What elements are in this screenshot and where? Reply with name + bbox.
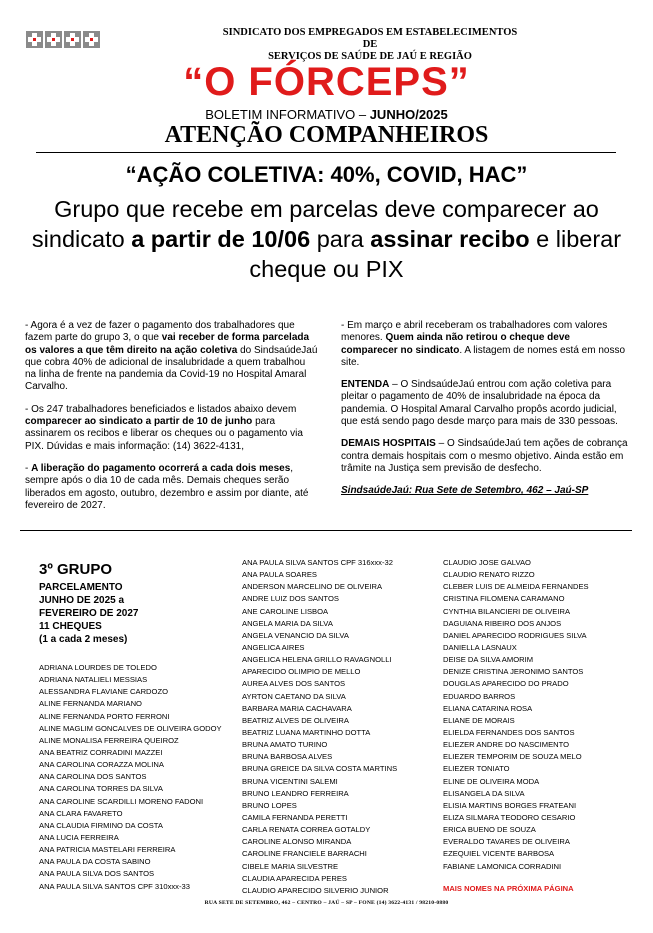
list-item: ANA PAULA SILVA SANTOS CPF 316xxx-32 <box>242 558 393 567</box>
right-paragraph-3 <box>341 438 629 475</box>
left-paragraph-1 <box>25 320 318 394</box>
list-item: EVERALDO TAVARES DE OLIVEIRA <box>443 837 570 847</box>
list-item: ANA CAROLINA DOS SANTOS <box>39 772 147 782</box>
list-item: ANA PAULA DA COSTA SABINO <box>39 857 151 867</box>
right-p2-text: – O SindsaúdeJaú entrou com ação coletiva para pleitar o pagamento de 40% de insalubridade na época da pandemia. O Hospital Amaral Carvalho propôs acordo judicial, que está sendo pago desde março para mais de 330 pessoas. <box>341 379 618 428</box>
list-item: ANA LUCIA FERREIRA <box>39 832 119 842</box>
group-installments: PARCELAMENTO <box>39 582 123 593</box>
list-item: ALINE MAGLIM GONCALVES DE OLIVEIRA GODOY <box>39 723 222 733</box>
list-item: ELIEZER TEMPORIM DE SOUZA MELO <box>443 752 582 762</box>
list-item: DOUGLAS APARECIDO DO PRADO <box>443 679 569 689</box>
list-item: CLAUDIO APARECIDO SILVERIO JUNIOR <box>242 885 389 895</box>
union-address: SindsaúdeJaú: Rua Sete de Setembro, 462 – Jaú-SP <box>341 485 589 497</box>
right-p3-text: – O SindsaúdeJaú tem ações de cobrança contra demais hospitais com o mesmo objetivo. Ainda estão em trâmite na Justiça sem previsão de desfecho. <box>341 438 628 474</box>
list-item: ANA PAULA SOARES <box>242 570 317 580</box>
list-item: ELISANGELA DA SILVA <box>443 788 525 798</box>
list-item: ELISIA MARTINS BORGES FRATEANI <box>443 800 577 810</box>
list-item: ANGELICA HELENA GRILLO RAVAGNOLLI <box>242 655 392 665</box>
divider-top <box>36 152 616 153</box>
list-item: ANA CAROLINA CORAZZA MOLINA <box>39 760 164 770</box>
list-item: ELIEZER TONIATO <box>443 764 510 774</box>
left-paragraph-3 <box>25 463 318 512</box>
right-paragraph-2 <box>341 379 629 428</box>
list-item: ANDRE LUIZ DOS SANTOS <box>242 594 339 604</box>
list-item: BEATRIZ ALVES DE OLIVEIRA <box>242 715 349 725</box>
group-frequency: (1 a cada 2 meses) <box>39 634 128 645</box>
right-p3-bold: DEMAIS HOSPITAIS <box>341 438 436 450</box>
list-item: ELIZA SILMARA TEODORO CESARIO <box>443 812 576 822</box>
list-item: ANA CLARA FAVARETO <box>39 808 123 818</box>
attention-heading: ATENÇÃO COMPANHEIROS <box>164 122 489 148</box>
subhead-text-1: Grupo que recebe em parcelas deve comparecer ao sindicato <box>31 196 599 252</box>
subhead-text-2: para <box>310 226 371 252</box>
list-item: DEISE DA SILVA AMORIM <box>443 655 534 665</box>
list-item: CLAUDIO JOSE GALVAO <box>443 558 531 567</box>
group-cheque-count: 11 CHEQUES <box>39 621 102 632</box>
list-item: CRISTINA FILOMENA CARAMANO <box>443 594 565 604</box>
list-item: BRUNO LOPES <box>242 800 297 810</box>
left-p3-bold: A liberação do pagamento ocorrerá a cada dois meses <box>31 462 291 474</box>
list-item: CAMILA FERNANDA PERETTI <box>242 812 348 822</box>
list-item: CLAUDIA APARECIDA PERES <box>242 873 347 883</box>
article-column-right <box>341 320 629 508</box>
left-p1-text-end: do SindsaúdeJaú que cobra 40% de adicional de insalubridade a quem trabalhou na linha de frente na pandemia da Covid-19 no Hospital Amaral Carvalho. <box>25 344 318 393</box>
article-subhead <box>30 194 623 284</box>
list-item: ANA PATRICIA MASTELARI FERREIRA <box>39 845 176 855</box>
list-item: BRUNA VICENTINI SALEMI <box>242 776 338 786</box>
list-item: DANIELLA LASNAUX <box>443 642 517 652</box>
list-item: CAROLINE ALONSO MIRANDA <box>242 837 352 847</box>
left-p2-bold: comparecer ao sindicato a partir de 10 de junho <box>25 416 253 428</box>
logo-square-3 <box>64 31 81 48</box>
article-headline: “AÇÃO COLETIVA: 40%, COVID, HAC” <box>125 162 528 187</box>
union-name-line-2: SERVIÇOS DE SAÚDE DE JAÚ E REGIÃO <box>268 51 472 62</box>
list-item: APARECIDO OLIMPIO DE MELLO <box>242 667 361 677</box>
more-names-notice: MAIS NOMES NA PRÓXIMA PÁGINA <box>443 884 574 893</box>
list-item: ELIEZER ANDRE DO NASCIMENTO <box>443 740 570 750</box>
subhead-sign-receipt: assinar recibo <box>370 226 530 252</box>
list-item: ANA CAROLINA TORRES DA SILVA <box>39 784 163 794</box>
group-title: 3º GRUPO <box>39 561 112 578</box>
list-item: CLEBER LUIS DE ALMEIDA FERNANDES <box>443 582 589 592</box>
list-item: ELIELDA FERNANDES DOS SANTOS <box>443 727 575 737</box>
list-item: DANIEL APARECIDO RODRIGUES SILVA <box>443 630 587 640</box>
list-item: BRUNO LEANDRO FERREIRA <box>242 788 349 798</box>
newsletter-title: “O FÓRCEPS” <box>183 60 470 104</box>
article-column-left <box>25 320 318 522</box>
list-item: ALINE FERNANDA PORTO FERRONI <box>39 711 170 721</box>
list-item: ANGELICA AIRES <box>242 642 305 652</box>
list-item: ADRIANA LOURDES DE TOLEDO <box>39 663 157 672</box>
left-p3-text-end: , sempre após o dia 10 de cada mês. Demais cheques serão liberados em agosto, outubro, dezembro e assim por diante, até fevereiro de 2027. <box>25 462 309 511</box>
bulletin-date: JUNHO/2025 <box>369 107 448 122</box>
group-period-end: FEVEREIRO DE 2027 <box>39 608 139 619</box>
list-item: ERICA BUENO DE SOUZA <box>443 825 536 835</box>
left-p2-text-end: para assinarem os recibos e liberar os cheques ou o pagamento via PIX. Dúvidas e mais informação: (14) 3622-4131, <box>25 416 303 452</box>
list-item: ANA BEATRIZ CORRADINI MAZZEI <box>39 747 163 757</box>
list-item: BEATRIZ LUANA MARTINHO DOTTA <box>242 727 371 737</box>
list-item: ANGELA MARIA DA SILVA <box>242 618 333 628</box>
subhead-date: a partir de 10/06 <box>131 226 311 252</box>
list-item: CYNTHIA BILANCIERI DE OLIVEIRA <box>443 606 571 616</box>
list-item: CAROLINE FRANCIELE BARRACHI <box>242 849 367 859</box>
subhead-text-3: e liberar cheque ou PIX <box>249 226 622 282</box>
right-p2-bold: ENTENDA <box>341 379 390 391</box>
right-paragraph-1 <box>341 320 629 369</box>
names-list-column-1 <box>39 662 222 893</box>
bulletin-prefix: BOLETIM INFORMATIVO – <box>205 107 370 122</box>
right-p1-bold: Quem ainda não retirou o cheque deve comparecer no sindicato <box>341 332 570 356</box>
right-p1-text-end: . A listagem de nomes está em nosso site. <box>341 344 626 368</box>
union-logo <box>26 30 101 50</box>
union-name <box>215 27 525 63</box>
list-item: ELINE DE OLIVEIRA MODA <box>443 776 540 786</box>
left-p2-text: - Os 247 trabalhadores beneficiados e listados abaixo devem <box>25 403 297 415</box>
list-item: BRUNA GREICE DA SILVA COSTA MARTINS <box>242 764 398 774</box>
list-item: ALESSANDRA FLAVIANE CARDOZO <box>39 687 168 697</box>
list-item: CARLA RENATA CORREA GOTALDY <box>242 825 371 835</box>
list-item: ALINE FERNANDA MARIANO <box>39 699 142 709</box>
list-item: FABIANE LAMONICA CORRADINI <box>443 861 562 871</box>
right-p1-text: - Em março e abril receberam os trabalhadores com valores menores. <box>341 320 608 344</box>
union-name-line-1: SINDICATO DOS EMPREGADOS EM ESTABELECIMENTOS DE <box>222 27 518 50</box>
list-item: EZEQUIEL VICENTE BARBOSA <box>443 849 555 859</box>
logo-square-4 <box>83 31 100 48</box>
list-item: AYRTON CAETANO DA SILVA <box>242 691 346 701</box>
left-p3-text: - <box>25 462 32 474</box>
names-list-column-3 <box>443 557 589 873</box>
list-item: ANA PAULA SILVA DOS SANTOS <box>39 869 155 879</box>
group-period-start: JUNHO DE 2025 a <box>39 595 125 606</box>
medical-cross-logo-icon <box>26 30 101 50</box>
list-item: ANA PAULA SILVA SANTOS CPF 310xxx-33 <box>39 881 190 891</box>
left-paragraph-2 <box>25 404 318 453</box>
list-item: ANGELA VENANCIO DA SILVA <box>242 630 349 640</box>
group-heading <box>39 560 229 646</box>
left-p1-text: - Agora é a vez de fazer o pagamento dos trabalhadores que fazem parte do grupo 3, o que <box>25 320 295 344</box>
list-item: ADRIANA NATALIELI MESSIAS <box>39 675 148 685</box>
list-item: BRUNA AMATO TURINO <box>242 740 328 750</box>
footer-address: RUA SETE DE SETEMBRO, 462 – CENTRO – JAÚ – SP – FONE (14) 3622-4131 / 98210-0880 <box>204 900 449 906</box>
list-item: ELIANE DE MORAIS <box>443 715 515 725</box>
divider-middle <box>20 530 632 531</box>
list-item: AUREA ALVES DOS SANTOS <box>242 679 346 689</box>
list-item: DENIZE CRISTINA JERONIMO SANTOS <box>443 667 584 677</box>
list-item: ANA CAROLINE SCARDILLI MORENO FADONI <box>39 796 204 806</box>
list-item: ANDERSON MARCELINO DE OLIVEIRA <box>242 582 383 592</box>
list-item: ANA CLAUDIA FIRMINO DA COSTA <box>39 820 163 830</box>
logo-square-1 <box>26 31 43 48</box>
list-item: ALINE MONALISA FERREIRA QUEIROZ <box>39 735 179 745</box>
list-item: CLAUDIO RENATO RIZZO <box>443 570 535 580</box>
list-item: BARBARA MARIA CACHAVARA <box>242 703 352 713</box>
list-item: ANE CAROLINE LISBOA <box>242 606 329 616</box>
logo-square-2 <box>45 31 62 48</box>
list-item: BRUNA BARBOSA ALVES <box>242 752 333 762</box>
list-item: CIBELE MARIA SILVESTRE <box>242 861 339 871</box>
names-list-column-2 <box>242 557 397 897</box>
list-item: ELIANA CATARINA ROSA <box>443 703 533 713</box>
left-p1-bold: vai receber de forma parcelada os valores a que têm direito na ação coletiva <box>25 332 310 356</box>
list-item: DAGUIANA RIBEIRO DOS ANJOS <box>443 618 562 628</box>
list-item: EDUARDO BARROS <box>443 691 516 701</box>
